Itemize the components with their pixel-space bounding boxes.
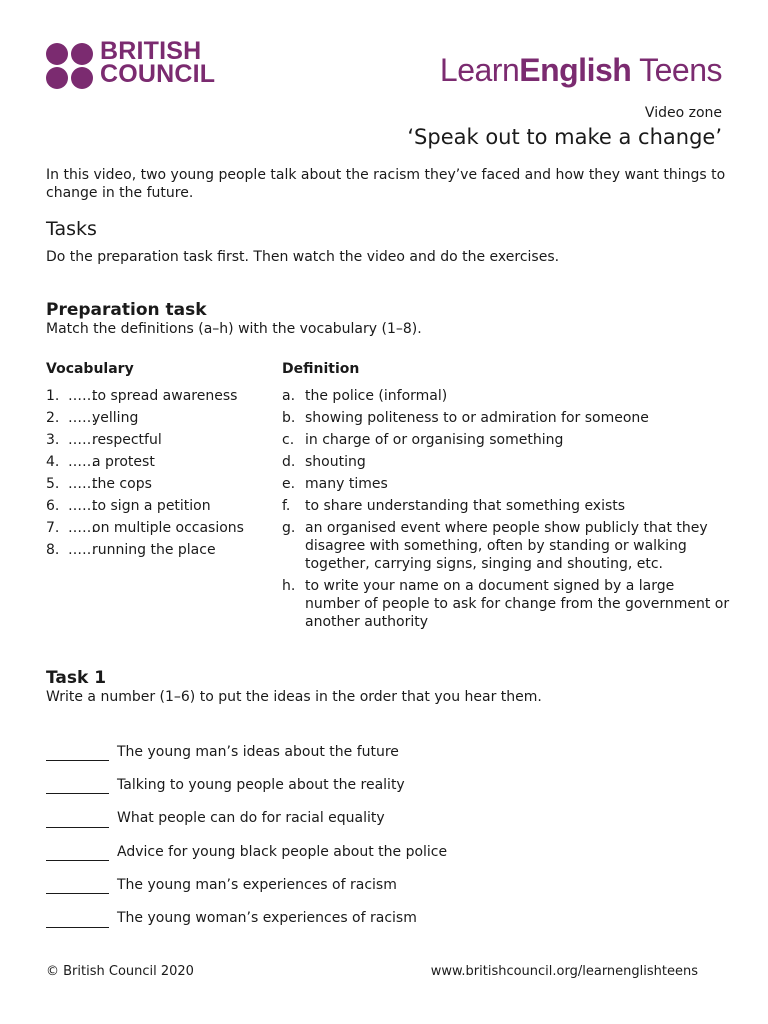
- list-item: d. shouting: [282, 454, 366, 470]
- list-item: e. many times: [282, 476, 388, 492]
- list-item: 6. …… to sign a petition: [46, 498, 211, 514]
- list-item: 1. …… to spread awareness: [46, 388, 238, 404]
- answer-blank[interactable]: [46, 842, 109, 861]
- list-item: 7. …… on multiple occasions: [46, 520, 244, 536]
- vocabulary-list: [46, 387, 276, 563]
- answer-blank[interactable]: [46, 742, 109, 761]
- list-item: 2. …… yelling: [46, 410, 139, 426]
- vocabulary-heading: Vocabulary: [46, 361, 134, 377]
- british-council-logo-text: BRITISH COUNCIL: [100, 37, 216, 88]
- copyright: © British Council 2020: [46, 964, 194, 979]
- answer-blank[interactable]: [46, 775, 109, 794]
- list-item: 5. …… the cops: [46, 476, 152, 492]
- tasks-instruction: Do the preparation task first. Then watch the video and do the exercises.: [46, 249, 560, 265]
- definition-list: [282, 387, 732, 635]
- list-item: b. showing politeness to or admiration for someone: [282, 410, 649, 426]
- list-item: 4. …… a protest: [46, 454, 155, 470]
- list-item: Advice for young black people about the police: [46, 835, 646, 868]
- list-item: f. to share understanding that something exists: [282, 498, 626, 514]
- british-council-logo-icon: [46, 43, 94, 89]
- preparation-heading: Preparation task: [46, 300, 207, 320]
- list-item: The young woman’s experiences of racism: [46, 901, 646, 934]
- list-item: What people can do for racial equality: [46, 802, 646, 835]
- preparation-instruction: Match the definitions (a–h) with the vocabulary (1–8).: [46, 321, 422, 337]
- list-item: Talking to young people about the reality: [46, 768, 646, 801]
- answer-blank[interactable]: [46, 909, 109, 928]
- list-item: g. an organised event where people show publicly that they disagree with something, often by standing or walking together, carrying signs, singing and shouting, etc.: [282, 520, 708, 572]
- intro-text: In this video, two young people talk about the racism they’ve faced and how they want things to change in the future.: [46, 167, 726, 201]
- definition-heading: Definition: [282, 361, 360, 377]
- list-item: c. in charge of or organising something: [282, 432, 564, 448]
- list-item: The young man’s ideas about the future: [46, 735, 646, 768]
- list-item: h. to write your name on a document signed by a large number of people to ask for change from the government or another authority: [282, 578, 730, 630]
- page-title: ‘Speak out to make a change’: [407, 125, 722, 149]
- task1-list: [46, 735, 646, 935]
- answer-blank[interactable]: [46, 809, 109, 828]
- answer-blank[interactable]: [46, 875, 109, 894]
- task1-heading: Task 1: [46, 668, 107, 688]
- list-item: The young man’s experiences of racism: [46, 868, 646, 901]
- footer-url[interactable]: www.britishcouncil.org/learnenglishteens: [430, 964, 698, 979]
- tasks-heading: Tasks: [46, 218, 97, 240]
- list-item: 3. …… respectful: [46, 432, 162, 448]
- list-item: a. the police (informal): [282, 388, 448, 404]
- task1-instruction: Write a number (1–6) to put the ideas in the order that you hear them.: [46, 689, 542, 705]
- learnenglish-teens-logo: LearnEnglish Teens: [439, 52, 722, 88]
- zone-label: Video zone: [644, 105, 722, 121]
- list-item: 8. …… running the place: [46, 542, 216, 558]
